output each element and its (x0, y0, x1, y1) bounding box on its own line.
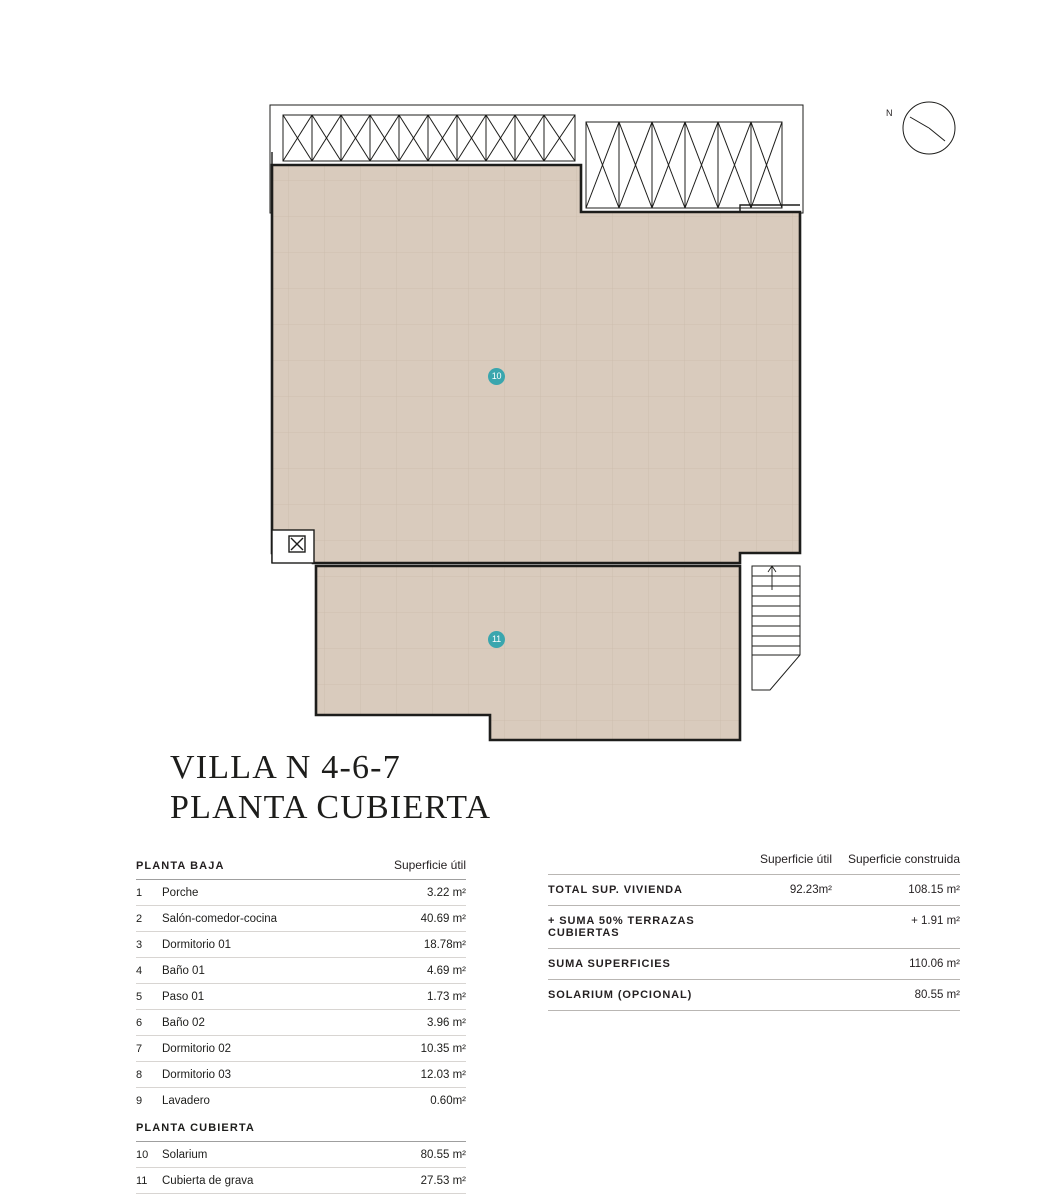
summary-label: TOTAL SUP. VIVIENDA (548, 884, 683, 896)
row-number: 6 (136, 1016, 143, 1029)
summary-row (548, 874, 960, 905)
summary-construida: 108.15 m² (908, 884, 960, 896)
table-row (136, 1142, 466, 1168)
table-row (136, 1088, 466, 1113)
solarium-area (272, 165, 800, 563)
row-area: 12.03 m² (420, 1068, 466, 1081)
row-area: 18.78m² (423, 938, 466, 951)
table-row (136, 880, 466, 906)
table-row (136, 1010, 466, 1036)
villa-title: VILLA N 4-6-7 (170, 749, 401, 786)
summary-label: + SUMA 50% TERRAZAS CUBIERTAS (548, 915, 695, 939)
surface-summary-table (548, 852, 960, 1011)
row-number: 9 (136, 1094, 143, 1107)
row-label: Paso 01 (162, 990, 205, 1003)
table-row (136, 932, 466, 958)
table-row (136, 906, 466, 932)
row-number: 4 (136, 964, 143, 977)
room-schedule-table (136, 858, 466, 1194)
row-label: Baño 02 (162, 1016, 205, 1029)
section-label: PLANTA BAJA (136, 860, 225, 872)
summary-construida: + 1.91 m² (911, 915, 960, 927)
row-number: 5 (136, 990, 143, 1003)
row-label: Dormitorio 03 (162, 1068, 232, 1081)
column-header-superficie-util: Superficie útil (759, 852, 832, 866)
row-area: 10.35 m² (420, 1042, 466, 1055)
table-row (136, 1062, 466, 1088)
row-number: 8 (136, 1068, 143, 1081)
summary-row (548, 905, 960, 948)
column-header-superficie-construida: Superficie construida (847, 852, 960, 866)
row-area: 4.69 m² (427, 964, 466, 977)
table-row (136, 958, 466, 984)
room-marker-11[interactable]: 11 (488, 631, 505, 648)
table-section-header-planta-baja (136, 858, 466, 880)
staircase (752, 566, 800, 690)
compass-north-label: N (886, 108, 893, 118)
summary-util: 92.23m² (789, 884, 832, 896)
row-label: Salón-comedor-cocina (162, 912, 278, 925)
summary-label: SUMA SUPERFICIES (548, 958, 671, 970)
row-number: 10 (136, 1148, 149, 1161)
compass-icon (886, 100, 958, 160)
column-header-superficie-util: Superficie útil (393, 858, 466, 872)
row-number: 2 (136, 912, 143, 925)
row-area: 0.60m² (430, 1094, 466, 1107)
row-number: 7 (136, 1042, 143, 1055)
row-number: 11 (136, 1174, 148, 1187)
row-area: 27.53 m² (420, 1174, 466, 1187)
table-section-header-planta-cubierta (136, 1113, 466, 1142)
row-label: Dormitorio 01 (162, 938, 232, 951)
summary-column-headers (548, 852, 960, 874)
row-label: Dormitorio 02 (162, 1042, 232, 1055)
summary-construida: 110.06 m² (909, 958, 960, 970)
row-label: Cubierta de grava (162, 1174, 254, 1187)
row-number: 1 (136, 886, 143, 899)
row-area: 40.69 m² (420, 912, 466, 925)
summary-label: SOLARIUM (OPCIONAL) (548, 989, 693, 1001)
table-row (136, 984, 466, 1010)
row-area: 1.73 m² (427, 990, 466, 1003)
summary-construida: 80.55 m² (914, 989, 960, 1001)
row-label: Porche (162, 886, 199, 899)
table-row (136, 1036, 466, 1062)
room-marker-10[interactable]: 10 (488, 368, 505, 385)
row-area: 80.55 m² (420, 1148, 466, 1161)
floor-title: PLANTA CUBIERTA (170, 789, 492, 826)
compass-rose (886, 100, 958, 160)
row-area: 3.22 m² (427, 886, 466, 899)
summary-row (548, 948, 960, 979)
summary-row (548, 979, 960, 1011)
row-label: Baño 01 (162, 964, 205, 977)
row-label: Solarium (162, 1148, 208, 1161)
row-label: Lavadero (162, 1094, 210, 1107)
table-row (136, 1168, 466, 1194)
section-label: PLANTA CUBIERTA (136, 1122, 255, 1134)
plan-titles (170, 748, 770, 828)
gravel-roof-area (316, 566, 740, 740)
row-area: 3.96 m² (427, 1016, 466, 1029)
row-number: 3 (136, 938, 143, 951)
